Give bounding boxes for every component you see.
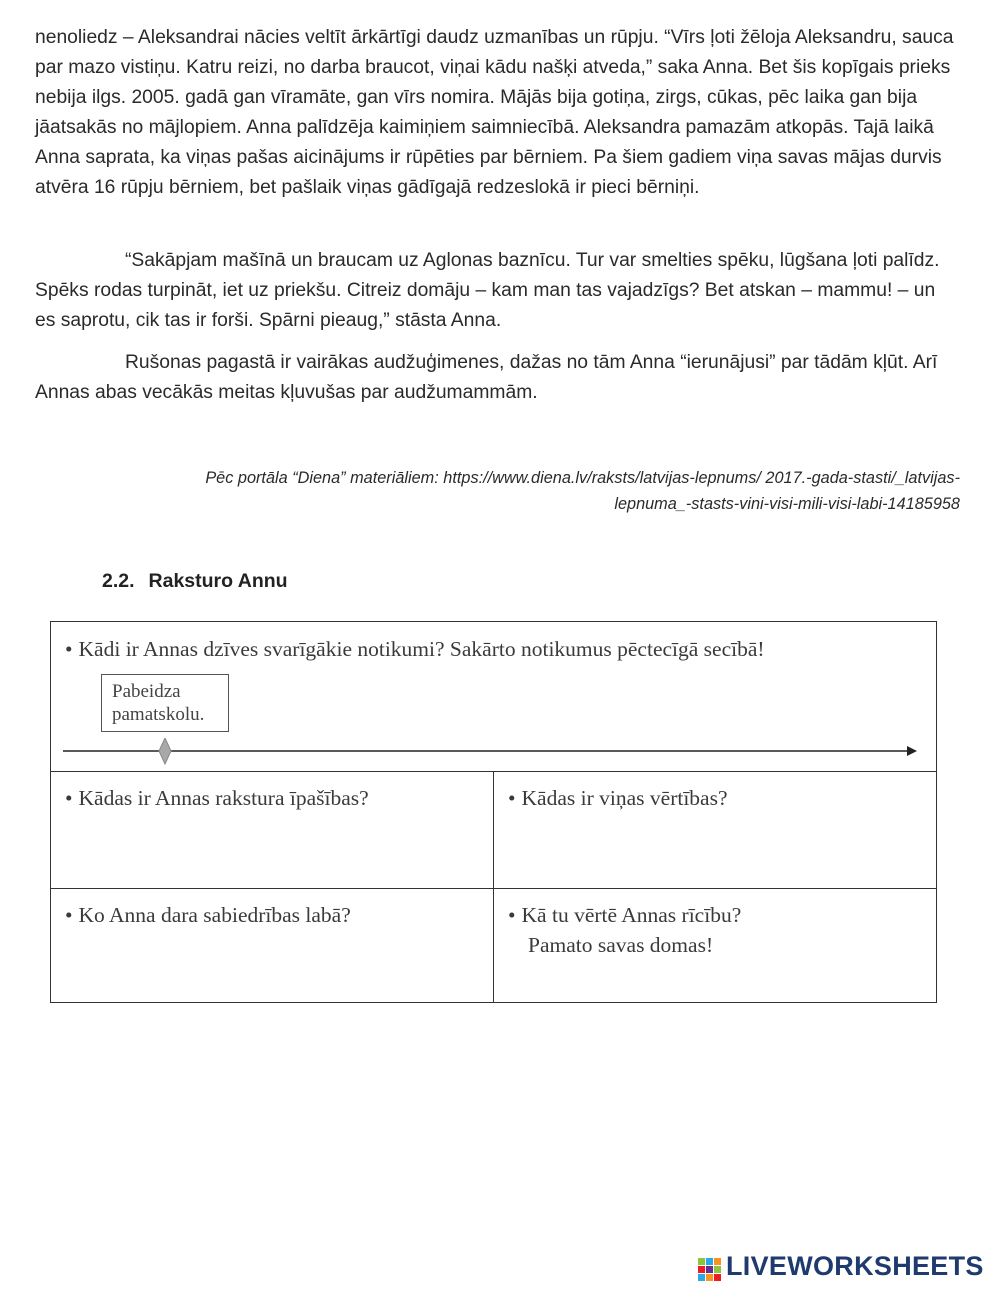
source-line-2: lepnuma_-stasts-vini-visi-mili-visi-labi-14185958 (614, 495, 960, 513)
first-event-line-1: Pabeidza (112, 681, 181, 702)
traits-values-row (51, 771, 936, 889)
values-question (508, 783, 728, 813)
liveworksheets-logo-icon (697, 1257, 723, 1283)
section-number: 2.2. (102, 570, 135, 592)
article-paragraph-3: Rušonas pagastā ir vairākas audžuģimenes, dažas no tām Anna “ierunājusi” par tādām kļūt. Arī Annas abas vecākās meitas kļuvušas par audžumammām. (35, 352, 938, 403)
traits-question (65, 783, 369, 813)
society-cell[interactable] (51, 888, 494, 1002)
society-evaluate-row (51, 888, 936, 1002)
timeline-arrow (61, 738, 921, 768)
first-event-line-2: pamatskolu. (112, 704, 205, 725)
evaluate-cell[interactable] (494, 888, 936, 1002)
section-title: Raksturo Annu (148, 570, 288, 592)
section-heading (102, 570, 288, 593)
bullet-icon: • (65, 786, 73, 810)
values-question-text: Kādas ir viņas vērtības? (521, 786, 728, 810)
task-table (50, 621, 937, 1003)
values-cell[interactable] (494, 771, 936, 888)
timeline-arrowhead-icon (907, 746, 917, 756)
bullet-icon: • (65, 903, 73, 927)
evaluate-question-line-2: Pamato savas domas! (528, 933, 714, 957)
article-paragraph-2: “Sakāpjam mašīnā un braucam uz Aglonas baznīcu. Tur var smelties spēku, lūgšana ļoti palīdz. Spēks rodas turpināt, iet uz priekšu. Citreiz domāju – kam man tas vajadzīgs? Bet atskan – mammu! – un es saprotu, cik tas ir forši. Spārni pieaug,” stāsta Anna. (35, 250, 940, 331)
evaluate-question-line-1: Kā tu vērtē Annas rīcību? (521, 903, 742, 927)
society-question-text: Ko Anna dara sabiedrības labā? (78, 903, 351, 927)
timeline-question (65, 634, 765, 664)
bullet-icon: • (508, 786, 516, 810)
first-event-box[interactable] (101, 674, 229, 732)
evaluate-question (508, 900, 741, 960)
source-line-1: Pēc portāla “Diena” materiāliem: https://www.diena.lv/raksts/latvijas-lepnums/ 2017.-gada-stasti/_latvijas- (205, 469, 960, 487)
society-question (65, 900, 351, 930)
bullet-icon: • (65, 637, 73, 661)
traits-question-text: Kādas ir Annas rakstura īpašības? (78, 786, 369, 810)
liveworksheets-logo-text[interactable]: LIVEWORKSHEETS (726, 1251, 984, 1281)
timeline-question-text: Kādi ir Annas dzīves svarīgākie notikumi? Sakārto notikumus pēctecīgā secībā! (78, 637, 765, 661)
traits-cell[interactable] (51, 771, 494, 888)
article-paragraph-1: nenoliedz – Aleksandrai nācies veltīt ārkārtīgi daudz uzmanības un rūpju. “Vīrs ļoti žēloja Aleksandru, sauca par mazo vistiņu. Katru reizi, no darba braucot, viņai kādu našķi atveda,” saka Anna. Bet šis kopīgais prieks nebija ilgs. 2005. gadā gan vīramāte, gan vīrs nomira. Mājās bija gotiņa, zirgs, cūkas, pēc laika gan bija jāatsakās no mājlopiem. Anna palīdzēja kaimiņiem saimniecībā. Aleksandra pamazām atkopās. Tajā laikā Anna saprata, ka viņas pašas aicinājums ir rūpēties par bērniem. Pa šiem gadiem viņa savas mājas durvis atvēra 16 rūpju bērniem, bet pašlaik viņas gādīgajā redzeslokā ir pieci bērniņi. (35, 27, 954, 198)
timeline-marker-icon (159, 738, 171, 764)
timeline-row (51, 622, 936, 772)
source-citation (80, 465, 960, 517)
bullet-icon: • (508, 903, 516, 927)
